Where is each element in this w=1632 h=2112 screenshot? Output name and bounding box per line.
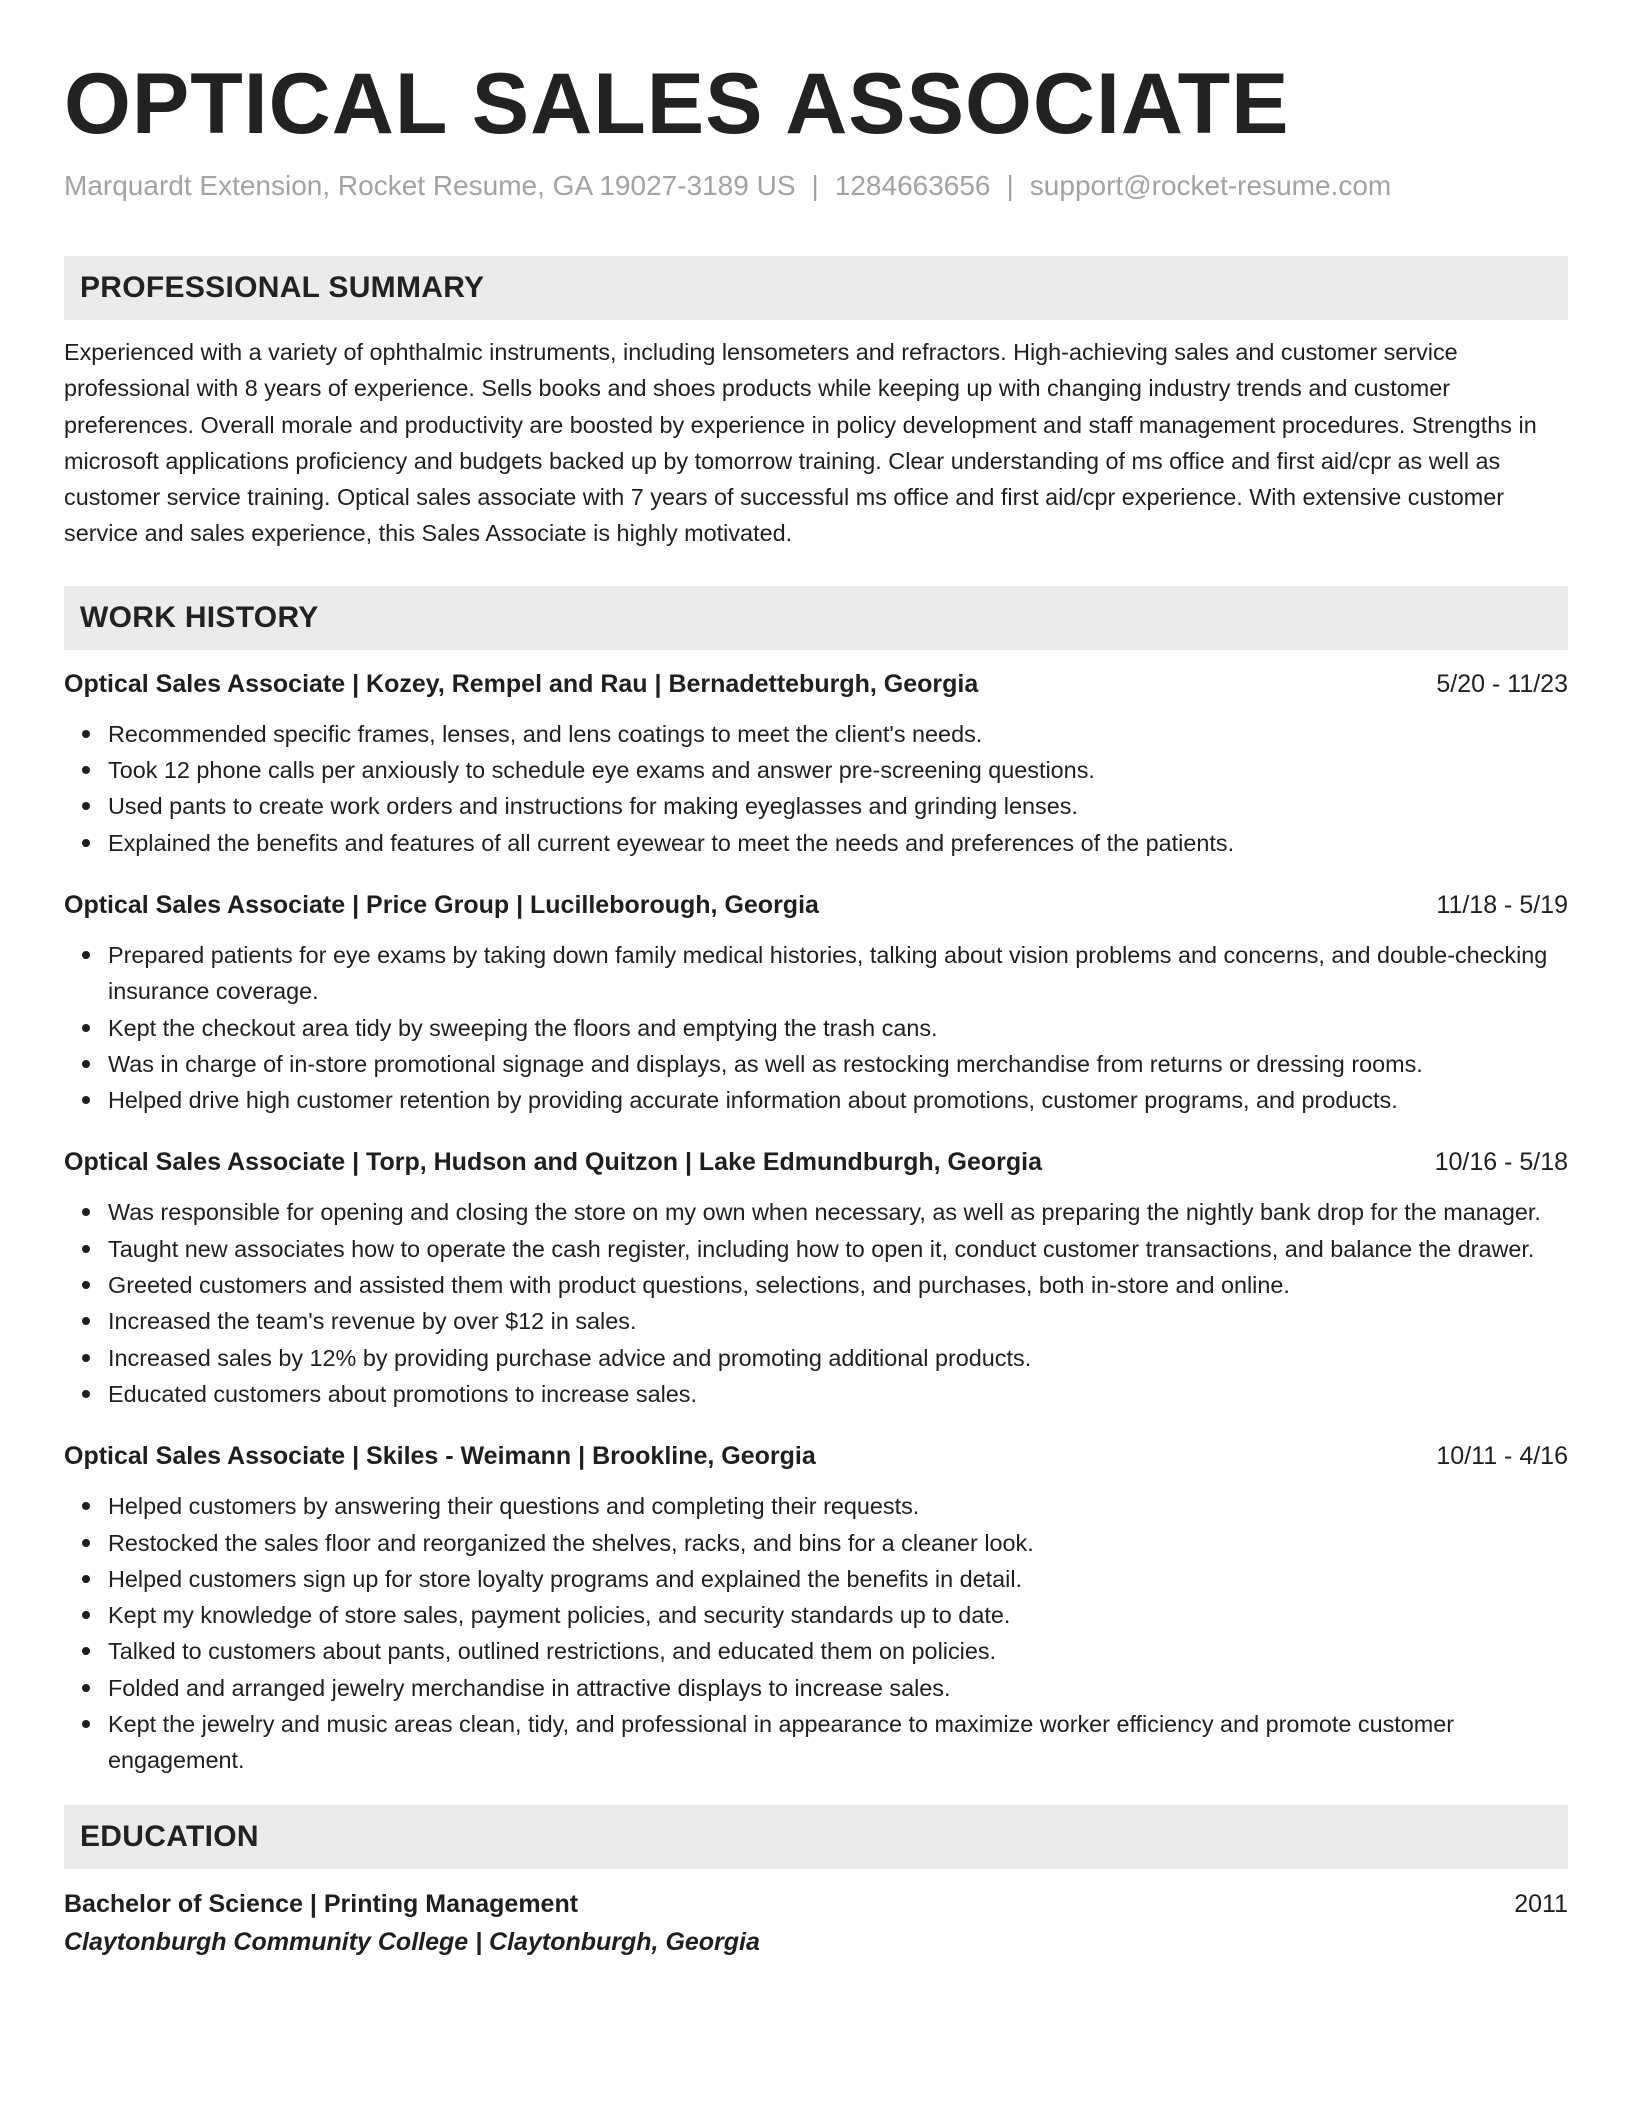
- resume-name: OPTICAL SALES ASSOCIATE: [64, 56, 1290, 152]
- contact-email: support@rocket-resume.com: [1029, 170, 1392, 201]
- job-bullet: Increased sales by 12% by providing purchase advice and promoting additional products.: [108, 1340, 1568, 1376]
- job-title: Optical Sales Associate | Price Group | Lucilleborough, Georgia: [64, 890, 819, 919]
- contact-separator: |: [811, 170, 819, 201]
- job-bullet: Kept the jewelry and music areas clean, tidy, and professional in appearance to maximize worker efficiency and promote customer engagement.: [108, 1706, 1568, 1779]
- job-bullet: Took 12 phone calls per anxiously to schedule eye exams and answer pre-screening questions.: [108, 752, 1568, 788]
- job-bullet: Prepared patients for eye exams by taking down family medical histories, talking about vision problems and concerns, and double-checking insurance coverage.: [108, 937, 1568, 1010]
- contact-phone: 1284663656: [834, 170, 991, 201]
- section-heading-work-history: WORK HISTORY: [64, 586, 1568, 650]
- job-dates: 5/20 - 11/23: [1436, 669, 1568, 698]
- job-bullet: Helped customers sign up for store loyalty programs and explained the benefits in detail.: [108, 1561, 1568, 1597]
- education-section: [64, 1805, 1568, 1961]
- job-title: Optical Sales Associate | Torp, Hudson and Quitzon | Lake Edmundburgh, Georgia: [64, 1148, 1043, 1177]
- job-bullet: Was responsible for opening and closing the store on my own when necessary, as well as preparing the nightly bank drop for the manager.: [108, 1194, 1568, 1230]
- job-title: Optical Sales Associate | Kozey, Rempel and Rau | Bernadetteburgh, Georgia: [64, 669, 979, 698]
- contact-address: Marquardt Extension, Rocket Resume, GA 19027-3189 US: [64, 170, 796, 201]
- job-bullet: Talked to customers about pants, outlined restrictions, and educated them on policies.: [108, 1633, 1568, 1669]
- job-entry: [64, 1438, 1568, 1778]
- education-year: 2011: [1514, 1889, 1568, 1918]
- summary-text: Experienced with a variety of ophthalmic instruments, including lensometers and refractors. High-achieving sales and customer service professional with 8 years of experience. Sells books and shoes products while keeping up with changing industry trends and customer preferences. Overall morale and productivity are boosted by experience in policy development and staff management procedures. Strengths in microsoft applications proficiency and budgets backed up by tomorrow training. Clear understanding of ms office and first aid/cpr as well as customer service training. Optical sales associate with 7 years of successful ms office and first aid/cpr experience. With extensive customer service and sales experience, this Sales Associate is highly motivated.: [64, 339, 1537, 547]
- job-header: [64, 1438, 1568, 1474]
- job-dates: 10/16 - 5/18: [1434, 1148, 1568, 1177]
- job-entry: [64, 666, 1568, 861]
- education-school: Claytonburgh Community College | Claytonburgh, Georgia: [64, 1927, 760, 1956]
- job-bullet: Was in charge of in-store promotional signage and displays, as well as restocking merchandise from returns or dressing rooms.: [108, 1046, 1568, 1082]
- job-header: [64, 887, 1568, 923]
- contact-line: [64, 166, 1568, 206]
- job-bullet: Taught new associates how to operate the cash register, including how to open it, conduct customer transactions, and balance the drawer.: [108, 1231, 1568, 1267]
- education-header: [64, 1885, 1568, 1923]
- education-degree: Bachelor of Science | Printing Management: [64, 1889, 579, 1918]
- section-heading-summary: PROFESSIONAL SUMMARY: [64, 256, 1568, 320]
- job-bullets: [64, 1194, 1568, 1412]
- job-bullet: Recommended specific frames, lenses, and lens coatings to meet the client's needs.: [108, 716, 1568, 752]
- job-bullet: Restocked the sales floor and reorganized the shelves, racks, and bins for a cleaner look.: [108, 1525, 1568, 1561]
- job-bullet: Folded and arranged jewelry merchandise in attractive displays to increase sales.: [108, 1670, 1568, 1706]
- job-entry: [64, 1144, 1568, 1412]
- job-bullet: Greeted customers and assisted them with product questions, selections, and purchases, both in-store and online.: [108, 1267, 1568, 1303]
- job-bullet: Kept my knowledge of store sales, payment policies, and security standards up to date.: [108, 1597, 1568, 1633]
- job-bullet: Helped drive high customer retention by providing accurate information about promotions, customer programs, and products.: [108, 1082, 1568, 1118]
- job-bullets: [64, 937, 1568, 1118]
- job-entry: [64, 887, 1568, 1118]
- section-heading-education: EDUCATION: [64, 1805, 1568, 1869]
- job-dates: 10/11 - 4/16: [1436, 1442, 1568, 1471]
- job-bullet: Explained the benefits and features of all current eyewear to meet the needs and preferences of the patients.: [108, 825, 1568, 861]
- job-bullet: Helped customers by answering their questions and completing their requests.: [108, 1488, 1568, 1524]
- job-bullets: [64, 1488, 1568, 1778]
- job-bullet: Increased the team's revenue by over $12 in sales.: [108, 1303, 1568, 1339]
- job-bullet: Used pants to create work orders and instructions for making eyeglasses and grinding lenses.: [108, 788, 1568, 824]
- job-dates: 11/18 - 5/19: [1436, 890, 1568, 919]
- job-bullet: Educated customers about promotions to increase sales.: [108, 1376, 1568, 1412]
- job-header: [64, 666, 1568, 702]
- job-bullets: [64, 716, 1568, 861]
- job-bullet: Kept the checkout area tidy by sweeping the floors and emptying the trash cans.: [108, 1010, 1568, 1046]
- job-title: Optical Sales Associate | Skiles - Weimann | Brookline, Georgia: [64, 1442, 816, 1471]
- job-header: [64, 1144, 1568, 1180]
- contact-separator: |: [1006, 170, 1014, 201]
